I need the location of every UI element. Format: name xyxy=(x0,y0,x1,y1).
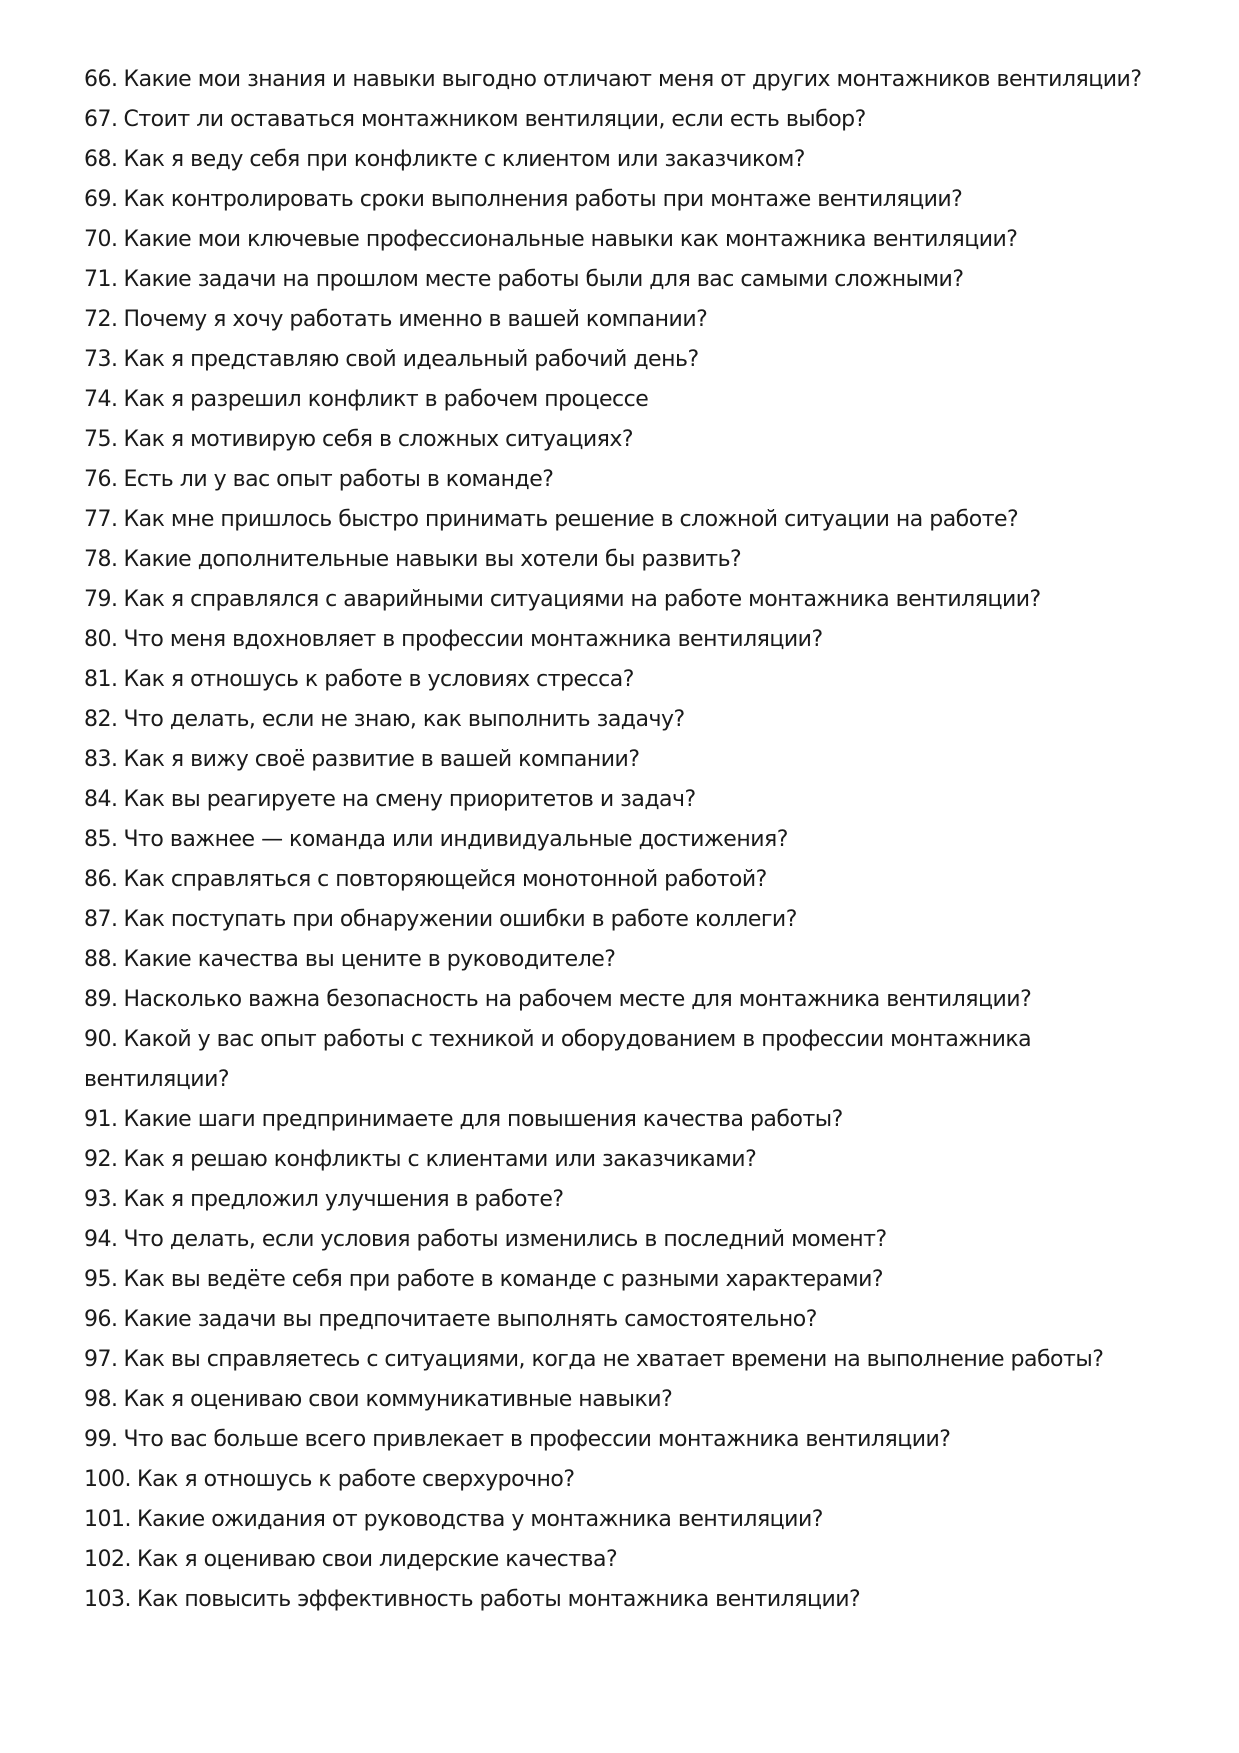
question-text: Как вы реагируете на смену приоритетов и задач? xyxy=(123,787,696,812)
list-item xyxy=(84,140,1164,180)
question-text: Какие ожидания от руководства у монтажника вентиляции? xyxy=(136,1507,823,1532)
question-number: 76. xyxy=(84,467,118,492)
question-number: 82. xyxy=(84,707,118,732)
question-number: 71. xyxy=(84,267,118,292)
question-text: Есть ли у вас опыт работы в команде? xyxy=(123,467,554,492)
question-text: Как повысить эффективность работы монтажника вентиляции? xyxy=(136,1587,861,1612)
question-text: Как вы справляетесь с ситуациями, когда не хватает времени на выполнение работы? xyxy=(123,1347,1104,1372)
question-text: Что важнее — команда или индивидуальные достижения? xyxy=(123,827,788,852)
question-text: Как я оцениваю свои коммуникативные навыки? xyxy=(123,1387,673,1412)
question-text: Какие шаги предпринимаете для повышения качества работы? xyxy=(123,1107,843,1132)
list-item xyxy=(84,1420,1164,1460)
question-number: 70. xyxy=(84,227,118,252)
list-item xyxy=(84,500,1164,540)
list-item xyxy=(84,100,1164,140)
list-item xyxy=(84,180,1164,220)
question-number: 99. xyxy=(84,1427,118,1452)
question-text: Как я разрешил конфликт в рабочем процессе xyxy=(123,387,649,412)
question-text: Как контролировать сроки выполнения работы при монтаже вентиляции? xyxy=(123,187,963,212)
list-item xyxy=(84,460,1164,500)
question-text: Как я справлялся с аварийными ситуациями на работе монтажника вентиляции? xyxy=(123,587,1041,612)
list-item xyxy=(84,260,1164,300)
list-item xyxy=(84,1220,1164,1260)
question-text: Как я решаю конфликты с клиентами или заказчиками? xyxy=(123,1147,757,1172)
list-item xyxy=(84,1180,1164,1220)
question-number: 69. xyxy=(84,187,118,212)
question-text: Как я вижу своё развитие в вашей компании? xyxy=(123,747,640,772)
question-number: 72. xyxy=(84,307,118,332)
list-item xyxy=(84,780,1164,820)
question-number: 84. xyxy=(84,787,118,812)
question-text: Как я представляю свой идеальный рабочий день? xyxy=(123,347,699,372)
question-text: Какие мои ключевые профессиональные навыки как монтажника вентиляции? xyxy=(123,227,1018,252)
list-item xyxy=(84,1540,1164,1580)
question-number: 88. xyxy=(84,947,118,972)
question-number: 83. xyxy=(84,747,118,772)
question-text: Какой у вас опыт работы с техникой и оборудованием в профессии монтажника вентиляции? xyxy=(84,1027,1032,1092)
list-item xyxy=(84,660,1164,700)
question-text: Как вы ведёте себя при работе в команде с разными характерами? xyxy=(123,1267,884,1292)
list-item xyxy=(84,1380,1164,1420)
question-number: 102. xyxy=(84,1547,131,1572)
list-item xyxy=(84,1340,1164,1380)
list-item xyxy=(84,1260,1164,1300)
question-text: Что меня вдохновляет в профессии монтажника вентиляции? xyxy=(123,627,823,652)
list-item xyxy=(84,1020,1164,1100)
question-number: 87. xyxy=(84,907,118,932)
question-text: Как я оцениваю свои лидерские качества? xyxy=(136,1547,618,1572)
question-text: Что делать, если условия работы изменились в последний момент? xyxy=(123,1227,887,1252)
list-item xyxy=(84,700,1164,740)
list-item xyxy=(84,1100,1164,1140)
question-text: Что делать, если не знаю, как выполнить задачу? xyxy=(123,707,685,732)
question-number: 79. xyxy=(84,587,118,612)
question-text: Как справляться с повторяющейся монотонной работой? xyxy=(123,867,767,892)
list-item xyxy=(84,1140,1164,1180)
question-text: Какие дополнительные навыки вы хотели бы развить? xyxy=(123,547,742,572)
question-number: 75. xyxy=(84,427,118,452)
question-number: 95. xyxy=(84,1267,118,1292)
question-number: 93. xyxy=(84,1187,118,1212)
question-text: Почему я хочу работать именно в вашей компании? xyxy=(123,307,708,332)
list-item xyxy=(84,740,1164,780)
question-text: Как поступать при обнаружении ошибки в работе коллеги? xyxy=(123,907,797,932)
question-number: 74. xyxy=(84,387,118,412)
question-number: 97. xyxy=(84,1347,118,1372)
question-number: 98. xyxy=(84,1387,118,1412)
list-item xyxy=(84,860,1164,900)
question-number: 101. xyxy=(84,1507,131,1532)
question-text: Как я отношусь к работе сверхурочно? xyxy=(136,1467,575,1492)
question-number: 85. xyxy=(84,827,118,852)
question-number: 67. xyxy=(84,107,118,132)
question-text: Как я отношусь к работе в условиях стресса? xyxy=(123,667,634,692)
question-number: 68. xyxy=(84,147,118,172)
list-item xyxy=(84,60,1164,100)
question-text: Какие задачи на прошлом месте работы были для вас самыми сложными? xyxy=(123,267,964,292)
question-number: 89. xyxy=(84,987,118,1012)
question-text: Что вас больше всего привлекает в профессии монтажника вентиляции? xyxy=(123,1427,951,1452)
list-item xyxy=(84,420,1164,460)
question-text: Стоит ли оставаться монтажником вентиляции, если есть выбор? xyxy=(123,107,866,132)
list-item xyxy=(84,1500,1164,1540)
list-item xyxy=(84,900,1164,940)
list-item xyxy=(84,1460,1164,1500)
list-item xyxy=(84,540,1164,580)
question-number: 91. xyxy=(84,1107,118,1132)
question-text: Какие задачи вы предпочитаете выполнять самостоятельно? xyxy=(123,1307,817,1332)
question-number: 66. xyxy=(84,67,118,92)
question-text: Как я мотивирую себя в сложных ситуациях? xyxy=(123,427,634,452)
question-number: 86. xyxy=(84,867,118,892)
question-number: 77. xyxy=(84,507,118,532)
question-number: 100. xyxy=(84,1467,131,1492)
question-number: 80. xyxy=(84,627,118,652)
list-item xyxy=(84,980,1164,1020)
list-item xyxy=(84,1580,1164,1620)
list-item xyxy=(84,820,1164,860)
question-number: 94. xyxy=(84,1227,118,1252)
list-item xyxy=(84,1300,1164,1340)
question-list xyxy=(84,60,1164,1620)
question-number: 90. xyxy=(84,1027,118,1052)
question-text: Как я веду себя при конфликте с клиентом или заказчиком? xyxy=(123,147,805,172)
question-text: Какие качества вы цените в руководителе? xyxy=(123,947,616,972)
question-text: Какие мои знания и навыки выгодно отличают меня от других монтажников вентиляции? xyxy=(123,67,1142,92)
question-number: 81. xyxy=(84,667,118,692)
question-number: 92. xyxy=(84,1147,118,1172)
list-item xyxy=(84,220,1164,260)
question-number: 78. xyxy=(84,547,118,572)
list-item xyxy=(84,580,1164,620)
question-number: 73. xyxy=(84,347,118,372)
question-text: Насколько важна безопасность на рабочем месте для монтажника вентиляции? xyxy=(123,987,1032,1012)
question-text: Как я предложил улучшения в работе? xyxy=(123,1187,564,1212)
question-text: Как мне пришлось быстро принимать решение в сложной ситуации на работе? xyxy=(123,507,1019,532)
list-item xyxy=(84,380,1164,420)
question-number: 103. xyxy=(84,1587,131,1612)
list-item xyxy=(84,620,1164,660)
list-item xyxy=(84,300,1164,340)
question-number: 96. xyxy=(84,1307,118,1332)
list-item xyxy=(84,340,1164,380)
list-item xyxy=(84,940,1164,980)
